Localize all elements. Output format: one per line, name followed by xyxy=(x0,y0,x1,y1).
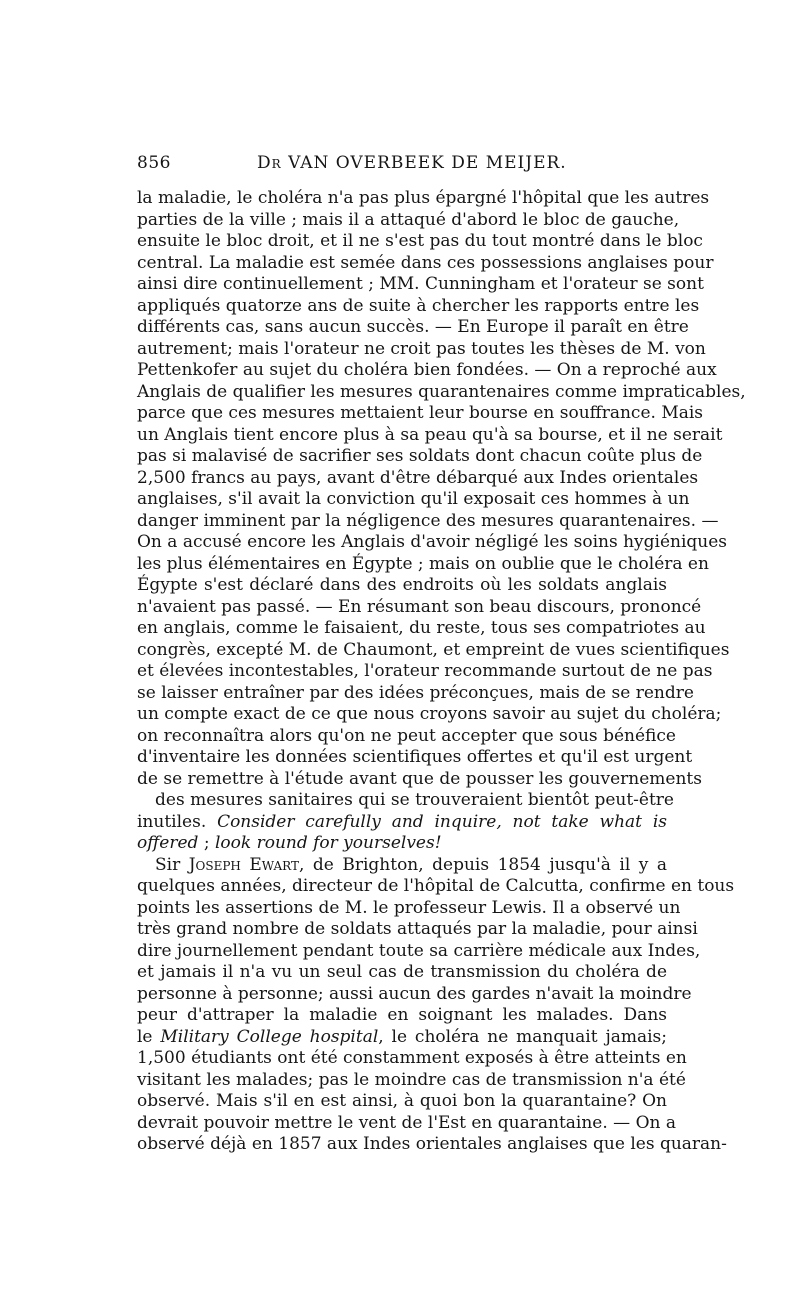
text-line: différents cas, sans aucun succès. — En Europe il paraît en être xyxy=(137,317,689,337)
text-line: Pettenkofer au sujet du choléra bien fondées. — On a reproché aux xyxy=(137,360,717,380)
text-line: des mesures sanitaires qui se trouveraient bientôt peut-être xyxy=(155,790,674,810)
text-run: Sir xyxy=(155,854,189,875)
text-line: autrement; mais l'orateur ne croit pas toutes les thèses de M. von xyxy=(137,338,706,359)
text-line-military xyxy=(137,1027,667,1049)
text-line: observé déjà en 1857 aux Indes orientales anglaises que les quaran- xyxy=(137,1134,727,1154)
text-line: devrait pouvoir mettre le vent de l'Est en quarantaine. — On a xyxy=(137,1112,677,1133)
text-line: et élevées incontestables, l'orateur recommande surtout de ne pas xyxy=(137,661,713,681)
text-line: central. La maladie est semée dans ces possessions anglaises pour xyxy=(137,252,714,273)
text-run: le xyxy=(137,1026,161,1047)
page-number: 856 xyxy=(137,153,171,173)
text-line: se laisser entraîner par des idées préconçues, mais de se rendre xyxy=(137,682,694,703)
text-line: un compte exact de ce que nous croyons savoir au sujet du choléra; xyxy=(137,704,722,724)
text-line: pas si malavisé de sacrifier ses soldats dont chacun coûte plus de xyxy=(137,446,703,466)
text-line: la maladie, le choléra n'a pas plus épargné l'hôpital que les autres xyxy=(137,188,710,208)
text-line: visitant les malades; pas le moindre cas de transmission n'a été xyxy=(137,1069,686,1090)
text-line: ensuite le bloc droit, et il ne s'est pas du tout montré dans le bloc xyxy=(137,231,703,251)
text-line: de se remettre à l'étude avant que de pousser les gouvernements xyxy=(137,768,702,789)
english-quote: Consider carefully and inquire, not take what is xyxy=(217,811,667,832)
person-name: Joseph Ewart xyxy=(188,854,300,875)
text-line: parce que ces mesures mettaient leur bourse en souffrance. Mais xyxy=(137,403,704,423)
body-text xyxy=(137,188,746,1156)
text-line: dire journellement pendant toute sa carrière médicale aux Indes, xyxy=(137,940,701,961)
text-line: anglaises, s'il avait la conviction qu'il exposait ces hommes à un xyxy=(137,489,690,509)
text-line: très grand nombre de soldats attaqués par la maladie, pour ainsi xyxy=(137,919,698,939)
running-head: Dr VAN OVERBEEK DE MEIJER. xyxy=(257,153,567,173)
text-line: 2,500 francs au pays, avant d'être débarqué aux Indes orientales xyxy=(137,467,699,488)
text-line: en anglais, comme le faisaient, du reste, tous ses compatriotes au xyxy=(137,618,706,638)
text-line: congrès, excepté M. de Chaumont, et empreint de vues scientifiques xyxy=(137,639,730,660)
text-line: d'inventaire les données scientifiques offertes et qu'il est urgent xyxy=(137,747,693,767)
text-run: ; xyxy=(198,833,215,853)
hospital-name: Military College hospital xyxy=(160,1026,379,1047)
text-line-inutiles xyxy=(137,812,667,834)
page-header xyxy=(137,153,667,179)
text-line: appliqués quatorze ans de suite à chercher les rapports entre les xyxy=(137,295,700,316)
text-line: Égypte s'est déclaré dans des endroits où les soldats anglais xyxy=(137,575,667,595)
text-line: ainsi dire continuellement ; MM. Cunningham et l'orateur se sont xyxy=(137,274,704,294)
text-line: points les assertions de M. le professeur Lewis. Il a observé un xyxy=(137,897,681,918)
text-line: Anglais de qualifier les mesures quarantenaires comme impraticables, xyxy=(137,381,746,402)
english-quote: offered xyxy=(137,833,199,853)
text-line: personne à personne; aussi aucun des gardes n'avait la moindre xyxy=(137,983,692,1004)
text-line: 1,500 étudiants ont été constamment exposés à être atteints en xyxy=(137,1048,687,1068)
text-line: n'avaient pas passé. — En résumant son beau discours, prononcé xyxy=(137,596,702,617)
text-line: observé. Mais s'il en est ainsi, à quoi bon la quarantaine? On xyxy=(137,1091,667,1111)
text-line-offered xyxy=(137,833,667,855)
text-line: un Anglais tient encore plus à sa peau qu'à sa bourse, et il ne serait xyxy=(137,424,723,445)
text-line: et jamais il n'a vu un seul cas de transmission du choléra de xyxy=(137,962,667,982)
text-line: peur d'attraper la maladie en soignant les malades. Dans xyxy=(137,1005,667,1025)
text-line: parties de la ville ; mais il a attaqué d'abord le bloc de gauche, xyxy=(137,209,680,230)
text-run: inutiles. xyxy=(137,811,207,832)
english-quote: look round for yourselves! xyxy=(214,833,442,853)
text-line: danger imminent par la négligence des mesures quarantenaires. — xyxy=(137,510,719,531)
text-line: quelques années, directeur de l'hôpital de Calcutta, confirme en tous xyxy=(137,876,735,896)
text-line: on reconnaîtra alors qu'on ne peut accepter que sous bénéfice xyxy=(137,725,676,746)
text-run: , de Brighton, depuis 1854 jusqu'à il y a xyxy=(299,854,667,875)
paragraph-start xyxy=(137,855,667,877)
text-run: , le choléra ne manquait jamais; xyxy=(378,1026,667,1047)
text-line: les plus élémentaires en Égypte ; mais on oublie que le choléra en xyxy=(137,553,709,574)
text-line: On a accusé encore les Anglais d'avoir négligé les soins hygiéniques xyxy=(137,532,728,552)
